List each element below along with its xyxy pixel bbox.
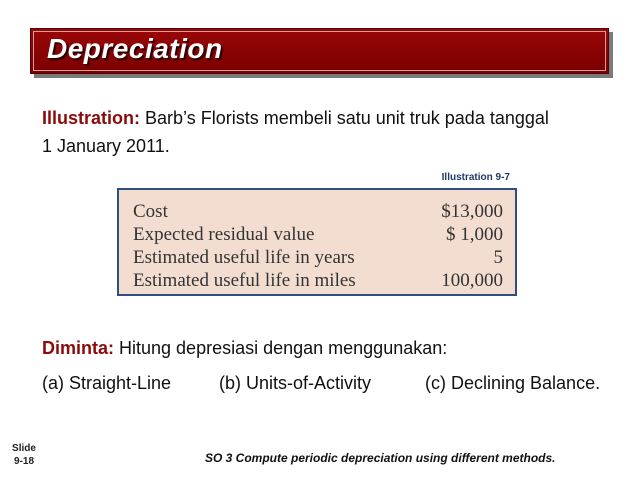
fact-label: Estimated useful life in years bbox=[133, 247, 355, 268]
slide-label: Slide bbox=[12, 443, 36, 454]
fact-label: Cost bbox=[133, 201, 168, 222]
fact-value: 5 bbox=[493, 247, 503, 268]
illustration-line-1 bbox=[42, 108, 549, 129]
illustration-text: Barb’s Florists membeli satu unit truk pada tanggal bbox=[145, 108, 549, 128]
requirement-line bbox=[42, 338, 447, 359]
fact-value: $13,000 bbox=[441, 201, 503, 222]
facts-box bbox=[117, 188, 517, 296]
fact-row-cost bbox=[133, 201, 503, 224]
method-units-of-activity: (b) Units-of-Activity bbox=[219, 373, 372, 393]
illustration-label: Illustration: bbox=[42, 108, 140, 128]
title-bar bbox=[30, 28, 609, 74]
fact-value: 100,000 bbox=[441, 270, 503, 291]
slide-page: 9-18 bbox=[13, 456, 34, 467]
requirement-text: Hitung depresiasi dengan menggunakan: bbox=[119, 338, 448, 358]
fact-label: Estimated useful life in miles bbox=[133, 270, 356, 291]
method-straight-line: (a) Straight-Line bbox=[42, 373, 172, 393]
slide-title: Depreciation bbox=[47, 33, 223, 64]
fact-row-life-miles bbox=[133, 270, 503, 293]
illustration-line-2: 1 January 2011. bbox=[42, 136, 170, 156]
fact-label: Expected residual value bbox=[133, 224, 315, 245]
illustration-reference: Illustration 9-7 bbox=[441, 172, 510, 183]
fact-row-residual bbox=[133, 224, 503, 247]
method-declining-balance: (c) Declining Balance. bbox=[425, 373, 601, 393]
requirement-label: Diminta: bbox=[42, 338, 114, 358]
footer-objective: SO 3 Compute periodic depreciation using different methods. bbox=[205, 451, 556, 465]
fact-row-life-years bbox=[133, 247, 503, 270]
fact-value: $ 1,000 bbox=[446, 224, 503, 245]
slide-number bbox=[6, 442, 42, 468]
